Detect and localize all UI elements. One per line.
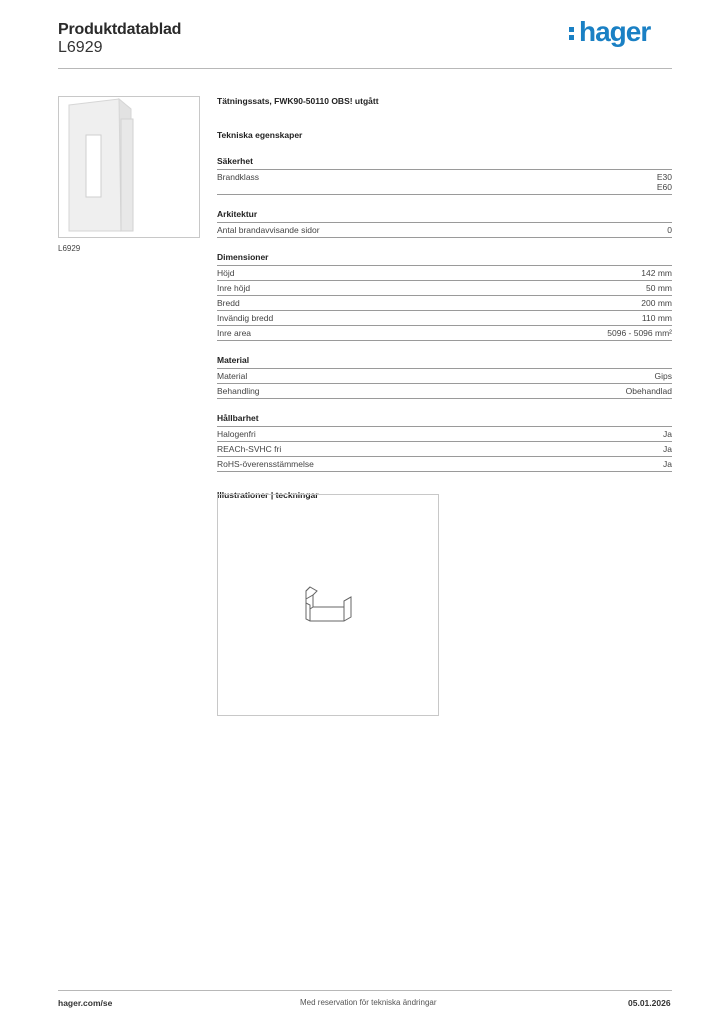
spec-value: 200 mm bbox=[641, 298, 672, 308]
illustrations-heading: Illustrationer | teckningar bbox=[217, 490, 319, 500]
section-safety bbox=[217, 156, 672, 195]
spec-row bbox=[217, 442, 672, 457]
spec-label: Höjd bbox=[217, 268, 235, 278]
spec-row bbox=[217, 296, 672, 311]
product-title: Tätningssats, FWK90-50110 OBS! utgått bbox=[217, 96, 379, 106]
spec-value: Gips bbox=[654, 371, 672, 381]
hager-logo bbox=[568, 16, 650, 48]
spec-row bbox=[217, 281, 672, 296]
product-image-caption: L6929 bbox=[58, 244, 81, 253]
spec-value: 5096 - 5096 mm² bbox=[607, 328, 672, 338]
section-sustainability bbox=[217, 413, 672, 472]
section-title: Arkitektur bbox=[217, 209, 672, 223]
section-title: Säkerhet bbox=[217, 156, 672, 170]
product-code: L6929 bbox=[58, 39, 103, 56]
spec-value bbox=[657, 172, 672, 192]
section-material bbox=[217, 355, 672, 399]
spec-label: Halogenfri bbox=[217, 429, 256, 439]
illustration-box bbox=[217, 494, 439, 716]
footer-website[interactable]: hager.com/se bbox=[58, 998, 113, 1008]
spec-value: Obehandlad bbox=[625, 386, 672, 396]
section-title: Material bbox=[217, 355, 672, 369]
footer-disclaimer: Med reservation för tekniska ändringar bbox=[300, 998, 437, 1007]
spec-row bbox=[217, 223, 672, 238]
footer-divider bbox=[58, 990, 672, 991]
spec-value: Ja bbox=[663, 459, 672, 469]
product-photo-icon bbox=[59, 97, 199, 237]
spec-label: Inre area bbox=[217, 328, 252, 338]
spec-value: 50 mm bbox=[646, 283, 672, 293]
spec-label: RoHS-överensstämmelse bbox=[217, 459, 314, 469]
product-image bbox=[58, 96, 200, 238]
spec-label: Inre höjd bbox=[217, 283, 251, 293]
spec-row bbox=[217, 457, 672, 472]
spec-label: Brandklass bbox=[217, 172, 260, 182]
header-divider bbox=[58, 68, 672, 69]
spec-label: Invändig bredd bbox=[217, 313, 274, 323]
spec-row bbox=[217, 369, 672, 384]
section-title: Dimensioner bbox=[217, 252, 672, 266]
spec-value-line: E60 bbox=[656, 182, 672, 192]
logo-text: hager bbox=[579, 16, 651, 47]
spec-row bbox=[217, 266, 672, 281]
spec-row bbox=[217, 384, 672, 399]
spec-value: Ja bbox=[663, 444, 672, 454]
spec-label: Bredd bbox=[217, 298, 240, 308]
spec-label: Behandling bbox=[217, 386, 260, 396]
spec-value: 110 mm bbox=[641, 313, 672, 323]
spec-label: Material bbox=[217, 371, 248, 381]
spec-value: Ja bbox=[663, 429, 672, 439]
spec-label: Antal brandavvisande sidor bbox=[217, 225, 320, 235]
section-architecture bbox=[217, 209, 672, 238]
section-title: Hållbarhet bbox=[217, 413, 672, 427]
logo-dots-icon bbox=[568, 21, 578, 43]
seal-drawing-icon bbox=[218, 495, 438, 715]
spec-row bbox=[217, 311, 672, 326]
footer-date: 05.01.2026 bbox=[628, 998, 671, 1008]
spec-row bbox=[217, 326, 672, 341]
spec-row bbox=[217, 170, 672, 195]
tech-heading: Tekniska egenskaper bbox=[217, 130, 303, 140]
page-title: Produktdatablad bbox=[58, 21, 182, 38]
spec-label: REACh-SVHC fri bbox=[217, 444, 282, 454]
spec-column bbox=[217, 96, 672, 502]
spec-value-line: E30 bbox=[656, 172, 672, 182]
spec-value: 0 bbox=[667, 225, 672, 235]
spec-value: 142 mm bbox=[641, 268, 672, 278]
spec-row bbox=[217, 427, 672, 442]
section-dimensions bbox=[217, 252, 672, 341]
